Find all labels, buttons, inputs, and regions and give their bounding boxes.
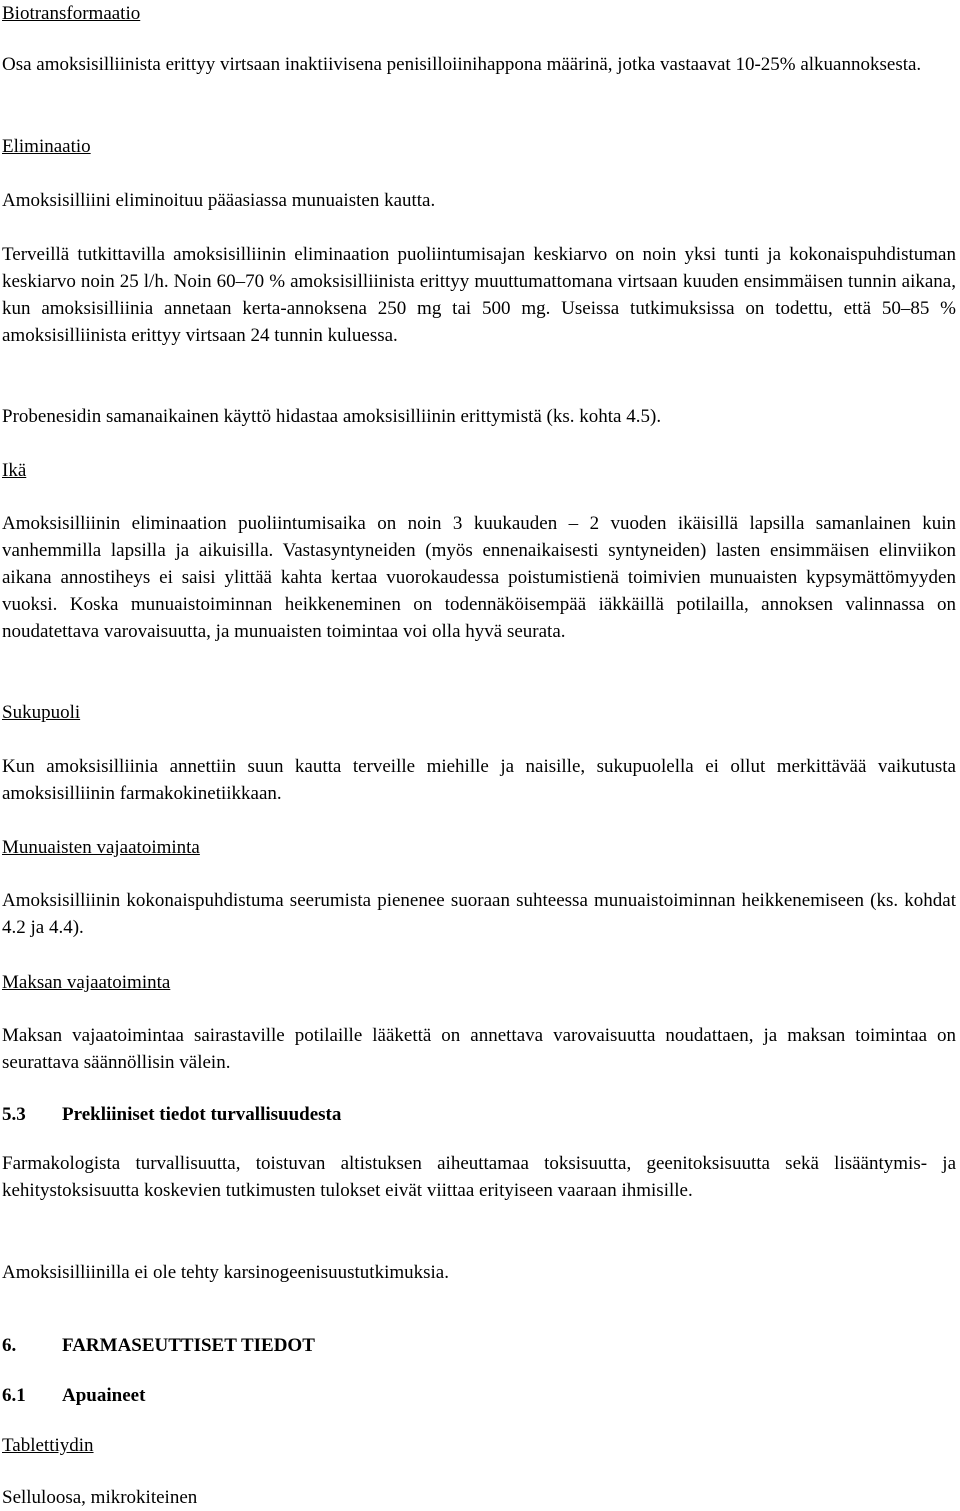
paragraph-apuaineet: Selluloosa, mikrokiteinen	[2, 1487, 198, 1508]
heading-ika: Ikä	[2, 460, 27, 481]
heading-sukupuoli: Sukupuoli	[2, 702, 81, 723]
heading-biotransformaatio: Biotransformaatio	[2, 3, 141, 24]
paragraph-munuaisten-vajaatoiminta: Amoksisilliinin kokonaispuhdistuma seerumista pienenee suoraan suhteessa munuaistoiminnan heikkenemiseen (ks. kohdat 4.2 ja 4.4).	[2, 890, 956, 938]
section-heading-6	[2, 1332, 956, 1359]
section-number-6: 6.	[2, 1335, 17, 1356]
section-number-6-1: 6.1	[2, 1385, 26, 1406]
section-number-5-3: 5.3	[2, 1104, 26, 1125]
heading-tablettiydin: Tablettiydin	[2, 1435, 94, 1456]
section-title-5-3: Prekliiniset tiedot turvallisuudesta	[62, 1104, 342, 1125]
paragraph-prekliiniset-2: Amoksisilliinilla ei ole tehty karsinogeenisuustutkimuksia.	[2, 1262, 449, 1283]
paragraph-maksan-vajaatoiminta: Maksan vajaatoimintaa sairastaville potilaille lääkettä on annettava varovaisuutta noudattaen, ja maksan toimintaa on seurattava säännöllisin välein.	[2, 1025, 956, 1073]
paragraph-eliminaatio-3: Probenesidin samanaikainen käyttö hidastaa amoksisilliinin erittymistä (ks. kohta 4.5).	[2, 406, 662, 427]
paragraph-eliminaatio-1: Amoksisilliini eliminoituu pääasiassa munuaisten kautta.	[2, 190, 436, 211]
paragraph-sukupuoli: Kun amoksisilliinia annettiin suun kautta terveille miehille ja naisille, sukupuolella ei ollut merkittävää vaikutusta amoksisilliinin farmakokinetiikkaan.	[2, 756, 956, 804]
heading-eliminaatio: Eliminaatio	[2, 136, 91, 157]
paragraph-prekliiniset-1: Farmakologista turvallisuutta, toistuvan altistuksen aiheuttamaa toksisuutta, geenitoksisuutta sekä lisääntymis- ja kehitystoksisuutta koskevien tutkimusten tulokset eivät viittaa erityiseen vaaraan ihmisille.	[2, 1153, 956, 1201]
section-title-6: FARMASEUTTISET TIEDOT	[62, 1335, 315, 1356]
paragraph-eliminaatio-2: Terveillä tutkittavilla amoksisilliinin eliminaation puoliintumisajan keskiarvo on noin yksi tunti ja kokonaispuhdistuman keskiarvo noin 25 l/h. Noin 60–70 % amoksisilliinista erittyy muuttumattomana virtsaan kuuden ensimmäisen tunnin aikana, kun amoksisilliinia annetaan kerta-annoksena 250 mg tai 500 mg. Useissa tutkimuksissa on todettu, että 50–85 % amoksisilliinista erittyy virtsaan 24 tunnin kuluessa.	[2, 244, 956, 346]
section-heading-5-3	[2, 1101, 956, 1128]
paragraph-ika: Amoksisilliinin eliminaation puoliintumisaika on noin 3 kuukauden – 2 vuoden ikäisillä lapsilla samanlainen kuin vanhemmilla lapsilla ja aikuisilla. Vastasyntyneiden (myös ennenaikaisesti syntyneiden) lasten ensimmäisen elinviikon aikana annostiheys ei saisi ylittää kahta kertaa vuorokaudessa poistumistienä toimivien munuaisten kypsymättömyyden vuoksi. Koska munuaistoiminnan heikkeneminen on todennäköisempää iäkkäillä potilailla, annoksen valinnassa on noudatettava varovaisuutta, ja munuaisten toimintaa voi olla hyvä seurata.	[2, 513, 956, 642]
section-title-6-1: Apuaineet	[62, 1385, 146, 1406]
paragraph-biotransformaatio: Osa amoksisilliinista erittyy virtsaan inaktiivisena penisilloiinihappona määrinä, jotka vastaavat 10-25% alkuannoksesta.	[2, 54, 922, 75]
heading-maksan-vajaatoiminta: Maksan vajaatoiminta	[2, 972, 171, 993]
heading-munuaisten-vajaatoiminta: Munuaisten vajaatoiminta	[2, 837, 200, 858]
section-heading-6-1	[2, 1382, 956, 1409]
